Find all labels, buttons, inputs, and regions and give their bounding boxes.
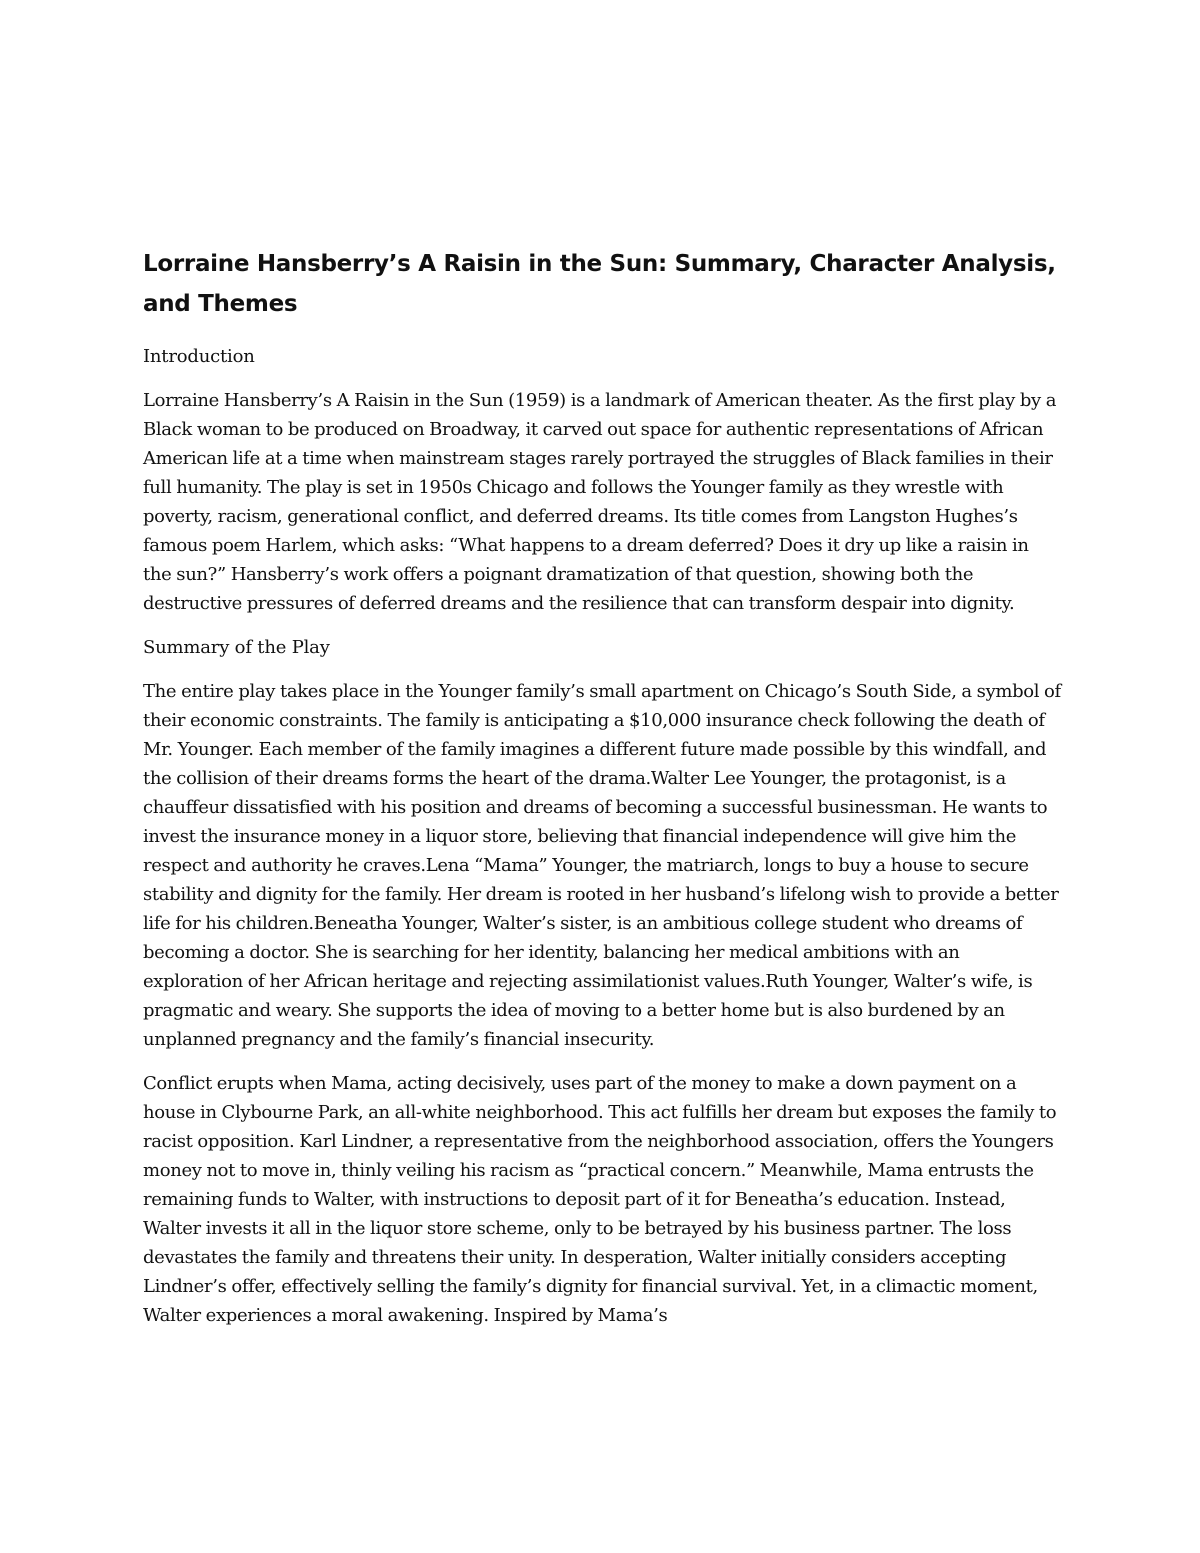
document-body bbox=[143, 244, 1061, 1345]
paragraph: Conflict erupts when Mama, acting decisively, uses part of the money to make a down payment on a house in Clybourne Park, an all-white neighborhood. This act fulfills her dream but exposes the family to racist opposition. Karl Lindner, a representative from the neighborhood association, offers the Youngers money not to move in, thinly veiling his racism as “practical concern.” Meanwhile, Mama entrusts the remaining funds to Walter, with instructions to deposit part of it for Beneatha’s education. Instead, Walter invests it all in the liquor store scheme, only to be betrayed by his business partner. The loss devastates the family and threatens their unity. In desperation, Walter initially considers accepting Lindner’s offer, effectively selling the family’s dignity for financial survival. Yet, in a climactic moment, Walter experiences a moral awakening. Inspired by Mama’s bbox=[143, 1073, 1057, 1326]
document-title: Lorraine Hansberry’s A Raisin in the Sun: Summary, Character Analysis, and Themes bbox=[143, 251, 1056, 317]
section-heading-summary: Summary of the Play bbox=[143, 637, 330, 658]
paragraph: Lorraine Hansberry’s A Raisin in the Sun (1959) is a landmark of American theater. As the first play by a Black woman to be produced on Broadway, it carved out space for authentic representations of African American life at a time when mainstream stages rarely portrayed the struggles of Black families in their full humanity. The play is set in 1950s Chicago and follows the Younger family as they wrestle with poverty, racism, generational conflict, and deferred dreams. Its title comes from Langston Hughes’s famous poem Harlem, which asks: “What happens to a dream deferred? Does it dry up like a raisin in the sun?” Hansberry’s work offers a poignant dramatization of that question, showing both the destructive pressures of deferred dreams and the resilience that can transform despair into dignity. bbox=[143, 390, 1057, 614]
section-heading-introduction: Introduction bbox=[143, 346, 255, 367]
paragraph: The entire play takes place in the Younger family’s small apartment on Chicago’s South Side, a symbol of their economic constraints. The family is anticipating a $10,000 insurance check following the death of Mr. Younger. Each member of the family imagines a different future made possible by this windfall, and the collision of their dreams forms the heart of the drama.Walter Lee Younger, the protagonist, is a chauffeur dissatisfied with his position and dreams of becoming a successful businessman. He wants to invest the insurance money in a liquor store, believing that financial independence will give him the respect and authority he craves.Lena “Mama” Younger, the matriarch, longs to buy a house to secure stability and dignity for the family. Her dream is rooted in her husband’s lifelong wish to provide a better life for his children.Beneatha Younger, Walter’s sister, is an ambitious college student who dreams of becoming a doctor. She is searching for her identity, balancing her medical ambitions with an exploration of her African heritage and rejecting assimilationist values.Ruth Younger, Walter’s wife, is pragmatic and weary. She supports the idea of moving to a better home but is also burdened by an unplanned pregnancy and the family’s financial insecurity. bbox=[143, 681, 1061, 1050]
